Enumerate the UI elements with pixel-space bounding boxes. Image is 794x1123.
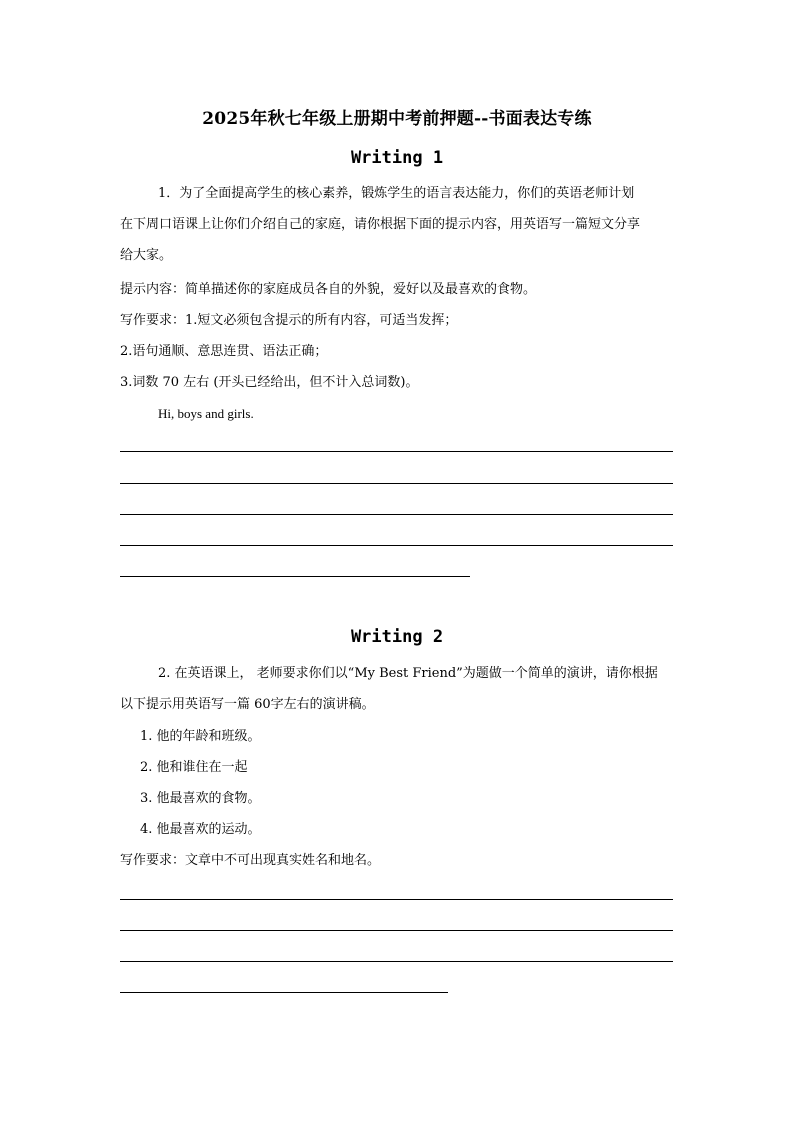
writing-1-opening: Hi, boys and girls.	[158, 406, 254, 421]
page-title: 2025年秋七年级上册期中考前押题--书面表达专练	[202, 109, 592, 129]
answer-line	[120, 576, 470, 577]
writing-2-point: 4. 他最喜欢的运动。	[140, 822, 261, 837]
answer-line	[120, 545, 673, 546]
answer-line	[120, 483, 673, 484]
writing-2-heading: Writing 2	[350, 627, 444, 647]
writing-1-requirement: 3.词数 70 左右 (开头已经给出，但不计入总词数)。	[120, 375, 419, 390]
writing-2-point: 1. 他的年龄和班级。	[140, 729, 261, 744]
answer-line	[120, 992, 448, 993]
writing-1-requirement: 2.语句通顺、意思连贯、语法正确；	[120, 344, 328, 359]
answer-line	[120, 961, 673, 962]
writing-2-point: 3. 他最喜欢的食物。	[140, 791, 261, 806]
writing-2-point: 2. 他和谁住在一起	[140, 760, 248, 775]
writing-1-paragraph-line: 1．为了全面提高学生的核心素养，锻炼学生的语言表达能力，你们的英语老师计划	[158, 186, 635, 201]
answer-line	[120, 899, 673, 900]
answer-line	[120, 451, 673, 452]
writing-1-prompt: 提示内容：简单描述你的家庭成员各自的外貌，爱好以及最喜欢的食物。	[120, 282, 537, 297]
answer-line	[120, 930, 673, 931]
writing-1-requirement: 写作要求：1.短文必须包含提示的所有内容，可适当发挥；	[120, 313, 458, 328]
writing-1-heading: Writing 1	[350, 148, 444, 168]
writing-2-paragraph-line: 2. 在英语课上， 老师要求你们以“My Best Friend”为题做一个简单的演讲，请你根据	[158, 666, 658, 681]
writing-2-paragraph-line: 以下提示用英语写一篇 60字左右的演讲稿。	[120, 697, 375, 712]
writing-2-requirement: 写作要求：文章中不可出现真实姓名和地名。	[120, 853, 381, 868]
writing-1-paragraph-line: 给大家。	[120, 248, 173, 263]
answer-line	[120, 514, 673, 515]
writing-1-paragraph-line: 在下周口语课上让你们介绍自己的家庭，请你根据下面的提示内容，用英语写一篇短文分享	[120, 217, 641, 232]
